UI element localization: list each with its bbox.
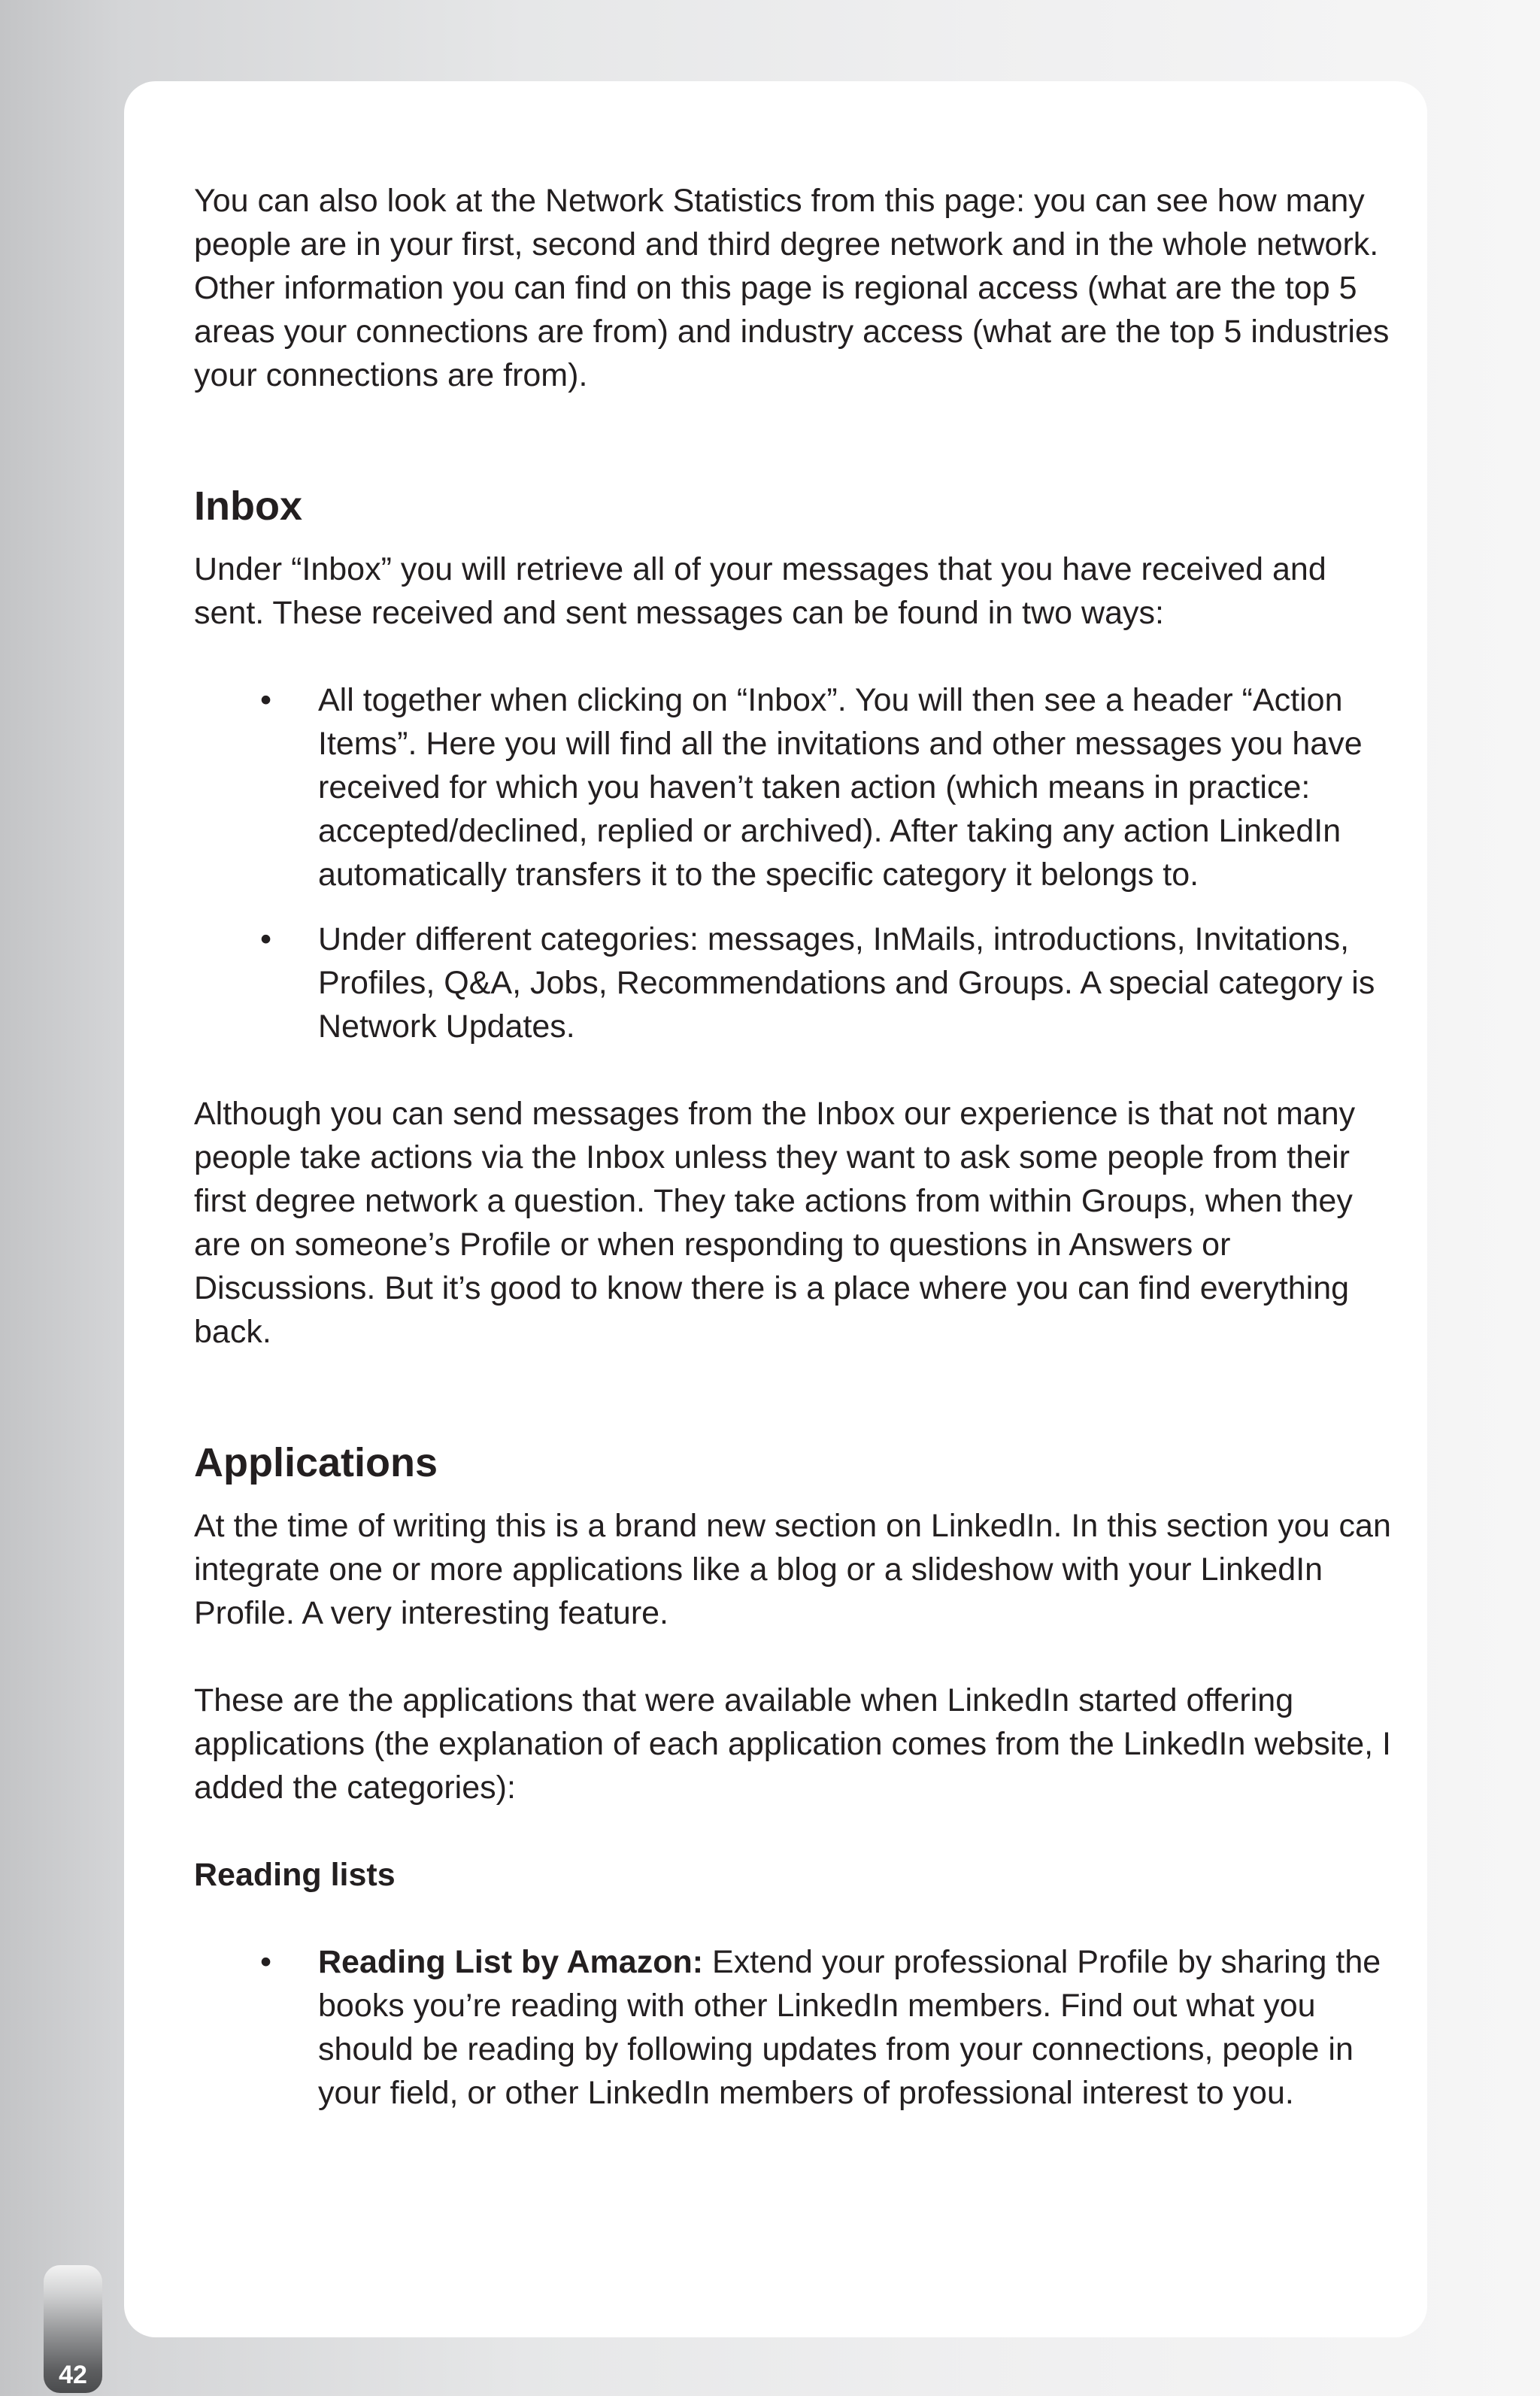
applications-heading: Applications — [194, 1440, 438, 1485]
applications-bullet-list — [194, 1940, 1397, 2115]
application-title: Reading List by Amazon: — [318, 1944, 704, 1980]
inbox-heading: Inbox — [194, 484, 302, 529]
bullet-icon: • — [260, 1944, 272, 1980]
applications-paragraph-2: These are the applications that were available when LinkedIn started offering applications (the explanation of each application comes from the LinkedIn website, I added the categories): — [194, 1682, 1391, 1806]
list-item — [194, 1940, 1397, 2115]
list-item — [194, 917, 1397, 1048]
list-item-text: All together when clicking on “Inbox”. You will then see a header “Action Items”. Here you will find all the invitations and other messages you have received for which you haven’t taken action (which means in practice: accepted/declined, replied or archived). After taking any action LinkedIn automatically transfers it to the specific category it belongs to. — [318, 682, 1363, 893]
page-content — [194, 179, 1397, 2115]
inbox-bullet-list — [194, 678, 1397, 1048]
inbox-closing-paragraph: Although you can send messages from the Inbox our experience is that not many people take actions via the Inbox unless they want to ask some people from their first degree network a question. They take actions from within Groups, when they are on someone’s Profile or when responding to questions in Answers or Discussions. But it’s good to know there is a place where you can find everything back. — [194, 1096, 1356, 1350]
page-number: 42 — [59, 2361, 87, 2389]
applications-paragraph-1: At the time of writing this is a brand new section on LinkedIn. In this section you can integrate one or more applications like a blog or a slideshow with your LinkedIn Profile. A very interesting feature. — [194, 1508, 1391, 1631]
inbox-intro: Under “Inbox” you will retrieve all of your messages that you have received and sent. These received and sent messages can be found in two ways: — [194, 551, 1326, 631]
list-item-text: Under different categories: messages, InMails, introductions, Invitations, Profiles, Q&A, Jobs, Recommendations and Groups. A special category is Network Updates. — [318, 921, 1375, 1045]
bullet-icon: • — [260, 682, 272, 718]
intro-paragraph: You can also look at the Network Statistics from this page: you can see how many people are in your first, second and third degree network and in the whole network. Other information you can find on this page is regional access (what are the top 5 areas your connections are from) and industry access (what are the top 5 industries your connections are from). — [194, 183, 1390, 393]
reading-lists-subheading: Reading lists — [194, 1857, 396, 1893]
list-item — [194, 678, 1397, 896]
application-description: Extend your professional Profile by sharing the books you’re reading with other LinkedIn members. Find out what you should be reading by following updates from your connections, people in your field, or other LinkedIn members of professional interest to you. — [318, 1944, 1381, 2111]
bullet-icon: • — [260, 921, 272, 957]
